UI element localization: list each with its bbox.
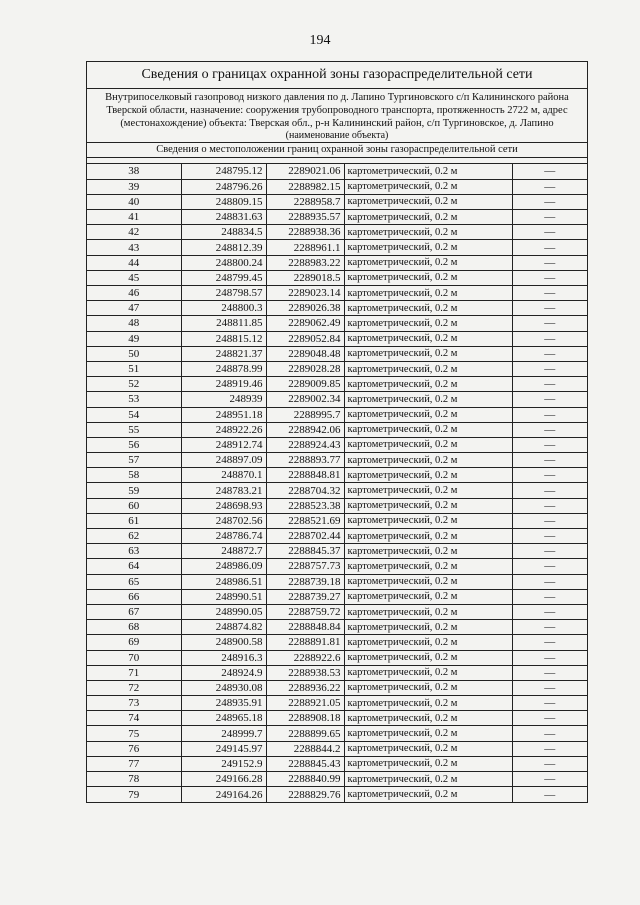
- point-number-cell: 61: [87, 513, 181, 528]
- y-coordinate-cell: 2289018.5: [266, 270, 344, 285]
- x-coordinate-cell: 248912.74: [181, 437, 266, 452]
- method-accuracy-cell: картометрический, 0.2 м: [344, 604, 512, 619]
- y-coordinate-cell: 2288908.18: [266, 711, 344, 726]
- table-row: [87, 210, 587, 225]
- x-coordinate-cell: 248986.09: [181, 559, 266, 574]
- method-accuracy-cell: картометрический, 0.2 м: [344, 255, 512, 270]
- point-number-cell: 49: [87, 331, 181, 346]
- point-description-cell: —: [512, 361, 587, 376]
- point-number-cell: 40: [87, 194, 181, 209]
- point-number-cell: 48: [87, 316, 181, 331]
- object-description-block: [87, 89, 587, 143]
- method-accuracy-cell: картометрический, 0.2 м: [344, 361, 512, 376]
- point-number-cell: 57: [87, 453, 181, 468]
- point-description-cell: —: [512, 225, 587, 240]
- point-number-cell: 72: [87, 680, 181, 695]
- point-number-cell: 55: [87, 422, 181, 437]
- table-row: [87, 620, 587, 635]
- table-row: [87, 756, 587, 771]
- point-number-cell: 75: [87, 726, 181, 741]
- x-coordinate-cell: 248809.15: [181, 194, 266, 209]
- x-coordinate-cell: 248811.85: [181, 316, 266, 331]
- y-coordinate-cell: 2289048.48: [266, 346, 344, 361]
- method-accuracy-cell: картометрический, 0.2 м: [344, 164, 512, 179]
- method-accuracy-cell: картометрический, 0.2 м: [344, 225, 512, 240]
- method-accuracy-cell: картометрический, 0.2 м: [344, 620, 512, 635]
- table-row: [87, 726, 587, 741]
- y-coordinate-cell: 2288935.57: [266, 210, 344, 225]
- method-accuracy-cell: картометрический, 0.2 м: [344, 726, 512, 741]
- point-description-cell: —: [512, 194, 587, 209]
- point-number-cell: 42: [87, 225, 181, 240]
- coordinates-table: [87, 164, 587, 802]
- point-description-cell: —: [512, 604, 587, 619]
- table-row: [87, 346, 587, 361]
- table-row: [87, 513, 587, 528]
- object-description: Внутрипоселковый газопровод низкого давления по д. Лапино Тургиновского с/п Калининского района Тверской области, назначение: сооружения трубопроводного транспорта, протяженность 2722 м, адрес (местонахождение) объекта: Тверская обл., р-н Калининский район, с/п Тургиновское, д. Лапино: [105, 92, 569, 129]
- x-coordinate-cell: 248939: [181, 392, 266, 407]
- table-row: [87, 377, 587, 392]
- point-description-cell: —: [512, 726, 587, 741]
- x-coordinate-cell: 248900.58: [181, 635, 266, 650]
- point-description-cell: —: [512, 422, 587, 437]
- y-coordinate-cell: 2288938.36: [266, 225, 344, 240]
- y-coordinate-cell: 2288983.22: [266, 255, 344, 270]
- x-coordinate-cell: 248798.57: [181, 286, 266, 301]
- table-row: [87, 301, 587, 316]
- point-description-cell: —: [512, 377, 587, 392]
- method-accuracy-cell: картометрический, 0.2 м: [344, 270, 512, 285]
- y-coordinate-cell: 2288845.43: [266, 756, 344, 771]
- x-coordinate-cell: 248990.05: [181, 604, 266, 619]
- table-row: [87, 589, 587, 604]
- method-accuracy-cell: картометрический, 0.2 м: [344, 316, 512, 331]
- point-number-cell: 79: [87, 787, 181, 802]
- document-title: Сведения о границах охранной зоны газораспределительной сети: [87, 62, 587, 89]
- point-number-cell: 70: [87, 650, 181, 665]
- table-row: [87, 544, 587, 559]
- y-coordinate-cell: 2288938.53: [266, 665, 344, 680]
- x-coordinate-cell: 249166.28: [181, 772, 266, 787]
- y-coordinate-cell: 2288845.37: [266, 544, 344, 559]
- object-caption: (наименование объекта): [285, 130, 389, 141]
- point-description-cell: —: [512, 331, 587, 346]
- method-accuracy-cell: картометрический, 0.2 м: [344, 696, 512, 711]
- y-coordinate-cell: 2289009.85: [266, 377, 344, 392]
- table-row: [87, 240, 587, 255]
- table-row: [87, 361, 587, 376]
- point-number-cell: 74: [87, 711, 181, 726]
- point-description-cell: —: [512, 164, 587, 179]
- table-row: [87, 407, 587, 422]
- x-coordinate-cell: 248800.3: [181, 301, 266, 316]
- x-coordinate-cell: 248919.46: [181, 377, 266, 392]
- x-coordinate-cell: 248796.26: [181, 179, 266, 194]
- table-row: [87, 529, 587, 544]
- table-row: [87, 498, 587, 513]
- y-coordinate-cell: 2288936.22: [266, 680, 344, 695]
- table-row: [87, 559, 587, 574]
- method-accuracy-cell: картометрический, 0.2 м: [344, 346, 512, 361]
- method-accuracy-cell: картометрический, 0.2 м: [344, 513, 512, 528]
- method-accuracy-cell: картометрический, 0.2 м: [344, 301, 512, 316]
- point-description-cell: —: [512, 286, 587, 301]
- method-accuracy-cell: картометрический, 0.2 м: [344, 453, 512, 468]
- point-number-cell: 63: [87, 544, 181, 559]
- y-coordinate-cell: 2288924.43: [266, 437, 344, 452]
- table-row: [87, 665, 587, 680]
- table-row: [87, 164, 587, 179]
- y-coordinate-cell: 2289002.34: [266, 392, 344, 407]
- y-coordinate-cell: 2288757.73: [266, 559, 344, 574]
- point-number-cell: 68: [87, 620, 181, 635]
- method-accuracy-cell: картометрический, 0.2 м: [344, 665, 512, 680]
- y-coordinate-cell: 2289062.49: [266, 316, 344, 331]
- table-row: [87, 468, 587, 483]
- x-coordinate-cell: 248799.45: [181, 270, 266, 285]
- point-description-cell: —: [512, 270, 587, 285]
- method-accuracy-cell: картометрический, 0.2 м: [344, 331, 512, 346]
- point-description-cell: —: [512, 498, 587, 513]
- x-coordinate-cell: 248831.63: [181, 210, 266, 225]
- table-row: [87, 483, 587, 498]
- table-row: [87, 225, 587, 240]
- y-coordinate-cell: 2289021.06: [266, 164, 344, 179]
- y-coordinate-cell: 2288702.44: [266, 529, 344, 544]
- point-number-cell: 71: [87, 665, 181, 680]
- point-number-cell: 76: [87, 741, 181, 756]
- point-description-cell: —: [512, 483, 587, 498]
- table-row: [87, 635, 587, 650]
- x-coordinate-cell: 248878.99: [181, 361, 266, 376]
- method-accuracy-cell: картометрический, 0.2 м: [344, 179, 512, 194]
- x-coordinate-cell: 248702.56: [181, 513, 266, 528]
- point-number-cell: 44: [87, 255, 181, 270]
- method-accuracy-cell: картометрический, 0.2 м: [344, 756, 512, 771]
- y-coordinate-cell: 2288739.18: [266, 574, 344, 589]
- method-accuracy-cell: картометрический, 0.2 м: [344, 407, 512, 422]
- y-coordinate-cell: 2288848.81: [266, 468, 344, 483]
- point-description-cell: —: [512, 741, 587, 756]
- method-accuracy-cell: картометрический, 0.2 м: [344, 680, 512, 695]
- y-coordinate-cell: 2288982.15: [266, 179, 344, 194]
- x-coordinate-cell: 248999.7: [181, 726, 266, 741]
- x-coordinate-cell: 248834.5: [181, 225, 266, 240]
- table-row: [87, 711, 587, 726]
- x-coordinate-cell: 248800.24: [181, 255, 266, 270]
- table-row: [87, 574, 587, 589]
- x-coordinate-cell: 248930.08: [181, 680, 266, 695]
- x-coordinate-cell: 248922.26: [181, 422, 266, 437]
- y-coordinate-cell: 2288759.72: [266, 604, 344, 619]
- table-row: [87, 696, 587, 711]
- x-coordinate-cell: 248698.93: [181, 498, 266, 513]
- y-coordinate-cell: 2288844.2: [266, 741, 344, 756]
- method-accuracy-cell: картометрический, 0.2 м: [344, 483, 512, 498]
- x-coordinate-cell: 249152.9: [181, 756, 266, 771]
- point-number-cell: 38: [87, 164, 181, 179]
- page-number: 194: [309, 33, 331, 48]
- method-accuracy-cell: картометрический, 0.2 м: [344, 635, 512, 650]
- table-row: [87, 604, 587, 619]
- method-accuracy-cell: картометрический, 0.2 м: [344, 574, 512, 589]
- y-coordinate-cell: 2288899.65: [266, 726, 344, 741]
- point-description-cell: —: [512, 620, 587, 635]
- point-description-cell: —: [512, 589, 587, 604]
- point-number-cell: 65: [87, 574, 181, 589]
- x-coordinate-cell: 248795.12: [181, 164, 266, 179]
- point-number-cell: 67: [87, 604, 181, 619]
- y-coordinate-cell: 2288521.69: [266, 513, 344, 528]
- y-coordinate-cell: 2288848.84: [266, 620, 344, 635]
- x-coordinate-cell: 248990.51: [181, 589, 266, 604]
- point-description-cell: —: [512, 772, 587, 787]
- y-coordinate-cell: 2289026.38: [266, 301, 344, 316]
- method-accuracy-cell: картометрический, 0.2 м: [344, 544, 512, 559]
- point-number-cell: 45: [87, 270, 181, 285]
- y-coordinate-cell: 2288523.38: [266, 498, 344, 513]
- table-row: [87, 680, 587, 695]
- method-accuracy-cell: картометрический, 0.2 м: [344, 437, 512, 452]
- method-accuracy-cell: картометрический, 0.2 м: [344, 772, 512, 787]
- point-number-cell: 53: [87, 392, 181, 407]
- point-description-cell: —: [512, 179, 587, 194]
- point-description-cell: —: [512, 680, 587, 695]
- y-coordinate-cell: 2288704.32: [266, 483, 344, 498]
- coordinates-table-body: [87, 164, 587, 802]
- table-row: [87, 392, 587, 407]
- x-coordinate-cell: 248986.51: [181, 574, 266, 589]
- point-number-cell: 47: [87, 301, 181, 316]
- x-coordinate-cell: 248874.82: [181, 620, 266, 635]
- point-description-cell: —: [512, 574, 587, 589]
- y-coordinate-cell: 2288739.27: [266, 589, 344, 604]
- method-accuracy-cell: картометрический, 0.2 м: [344, 422, 512, 437]
- method-accuracy-cell: картометрический, 0.2 м: [344, 286, 512, 301]
- method-accuracy-cell: картометрический, 0.2 м: [344, 468, 512, 483]
- point-description-cell: —: [512, 513, 587, 528]
- x-coordinate-cell: 248870.1: [181, 468, 266, 483]
- y-coordinate-cell: 2288942.06: [266, 422, 344, 437]
- point-number-cell: 56: [87, 437, 181, 452]
- x-coordinate-cell: 249145.97: [181, 741, 266, 756]
- section-title: Сведения о местоположении границ охранной зоны газораспределительной сети: [87, 143, 587, 158]
- point-number-cell: 43: [87, 240, 181, 255]
- table-row: [87, 331, 587, 346]
- table-row: [87, 787, 587, 802]
- method-accuracy-cell: картометрический, 0.2 м: [344, 787, 512, 802]
- x-coordinate-cell: 248821.37: [181, 346, 266, 361]
- y-coordinate-cell: 2288893.77: [266, 453, 344, 468]
- method-accuracy-cell: картометрический, 0.2 м: [344, 498, 512, 513]
- table-row: [87, 179, 587, 194]
- point-number-cell: 78: [87, 772, 181, 787]
- method-accuracy-cell: картометрический, 0.2 м: [344, 589, 512, 604]
- y-coordinate-cell: 2288995.7: [266, 407, 344, 422]
- table-row: [87, 255, 587, 270]
- point-description-cell: —: [512, 665, 587, 680]
- point-description-cell: —: [512, 346, 587, 361]
- point-description-cell: —: [512, 756, 587, 771]
- y-coordinate-cell: 2288961.1: [266, 240, 344, 255]
- method-accuracy-cell: картометрический, 0.2 м: [344, 392, 512, 407]
- y-coordinate-cell: 2288958.7: [266, 194, 344, 209]
- point-number-cell: 59: [87, 483, 181, 498]
- method-accuracy-cell: картометрический, 0.2 м: [344, 240, 512, 255]
- method-accuracy-cell: картометрический, 0.2 м: [344, 529, 512, 544]
- table-row: [87, 194, 587, 209]
- point-number-cell: 54: [87, 407, 181, 422]
- x-coordinate-cell: 248872.7: [181, 544, 266, 559]
- point-number-cell: 66: [87, 589, 181, 604]
- table-row: [87, 741, 587, 756]
- x-coordinate-cell: 248924.9: [181, 665, 266, 680]
- point-description-cell: —: [544, 788, 556, 801]
- point-number-cell: 41: [87, 210, 181, 225]
- point-number-cell: 73: [87, 696, 181, 711]
- point-number-cell: 69: [87, 635, 181, 650]
- point-number-cell: 62: [87, 529, 181, 544]
- point-number-cell: 77: [87, 756, 181, 771]
- x-coordinate-cell: 248935.91: [181, 696, 266, 711]
- zone-info-table: [86, 61, 588, 803]
- point-description-cell: —: [512, 255, 587, 270]
- x-coordinate-cell: 248897.09: [181, 453, 266, 468]
- point-description-cell: —: [512, 437, 587, 452]
- point-description-cell: —: [512, 210, 587, 225]
- y-coordinate-cell: 2288891.81: [266, 635, 344, 650]
- point-number-cell: 58: [87, 468, 181, 483]
- point-description-cell: —: [512, 559, 587, 574]
- table-row: [87, 772, 587, 787]
- method-accuracy-cell: картометрический, 0.2 м: [344, 741, 512, 756]
- method-accuracy-cell: картометрический, 0.2 м: [344, 650, 512, 665]
- point-number-cell: 50: [87, 346, 181, 361]
- point-description-cell: —: [512, 650, 587, 665]
- x-coordinate-cell: 248786.74: [181, 529, 266, 544]
- point-description-cell: —: [512, 316, 587, 331]
- point-description-cell: —: [512, 635, 587, 650]
- x-coordinate-cell: 248965.18: [181, 711, 266, 726]
- method-accuracy-cell: картометрический, 0.2 м: [344, 210, 512, 225]
- x-coordinate-cell: 248951.18: [181, 407, 266, 422]
- point-description-cell: —: [512, 240, 587, 255]
- point-description-cell: —: [512, 301, 587, 316]
- method-accuracy-cell: картометрический, 0.2 м: [344, 377, 512, 392]
- point-description-cell: —: [512, 468, 587, 483]
- y-coordinate-cell: 2288921.05: [266, 696, 344, 711]
- x-coordinate-cell: 248783.21: [181, 483, 266, 498]
- table-row: [87, 453, 587, 468]
- point-number-cell: 60: [87, 498, 181, 513]
- y-coordinate-cell: 2288922.6: [266, 650, 344, 665]
- point-number-cell: 52: [87, 377, 181, 392]
- point-number-cell: 46: [87, 286, 181, 301]
- table-row: [87, 316, 587, 331]
- point-number-cell: 64: [87, 559, 181, 574]
- point-number-cell: 39: [87, 179, 181, 194]
- point-description-cell: —: [512, 407, 587, 422]
- table-row: [87, 286, 587, 301]
- y-coordinate-cell: 2288829.76: [266, 787, 344, 802]
- point-description-cell: —: [512, 544, 587, 559]
- x-coordinate-cell: 249164.26: [181, 787, 266, 802]
- y-coordinate-cell: 2288840.99: [266, 772, 344, 787]
- table-row: [87, 422, 587, 437]
- x-coordinate-cell: 248815.12: [181, 331, 266, 346]
- method-accuracy-cell: картометрический, 0.2 м: [344, 559, 512, 574]
- point-description-cell: —: [512, 453, 587, 468]
- point-description-cell: —: [512, 711, 587, 726]
- x-coordinate-cell: 248812.39: [181, 240, 266, 255]
- point-number-cell: 51: [87, 361, 181, 376]
- point-description-cell: —: [512, 696, 587, 711]
- x-coordinate-cell: 248916.3: [181, 650, 266, 665]
- point-description-cell: —: [512, 392, 587, 407]
- y-coordinate-cell: 2289052.84: [266, 331, 344, 346]
- y-coordinate-cell: 2289028.28: [266, 361, 344, 376]
- table-row: [87, 437, 587, 452]
- point-description-cell: —: [512, 529, 587, 544]
- method-accuracy-cell: картометрический, 0.2 м: [344, 194, 512, 209]
- y-coordinate-cell: 2289023.14: [266, 286, 344, 301]
- table-row: [87, 650, 587, 665]
- method-accuracy-cell: картометрический, 0.2 м: [344, 711, 512, 726]
- table-row: [87, 270, 587, 285]
